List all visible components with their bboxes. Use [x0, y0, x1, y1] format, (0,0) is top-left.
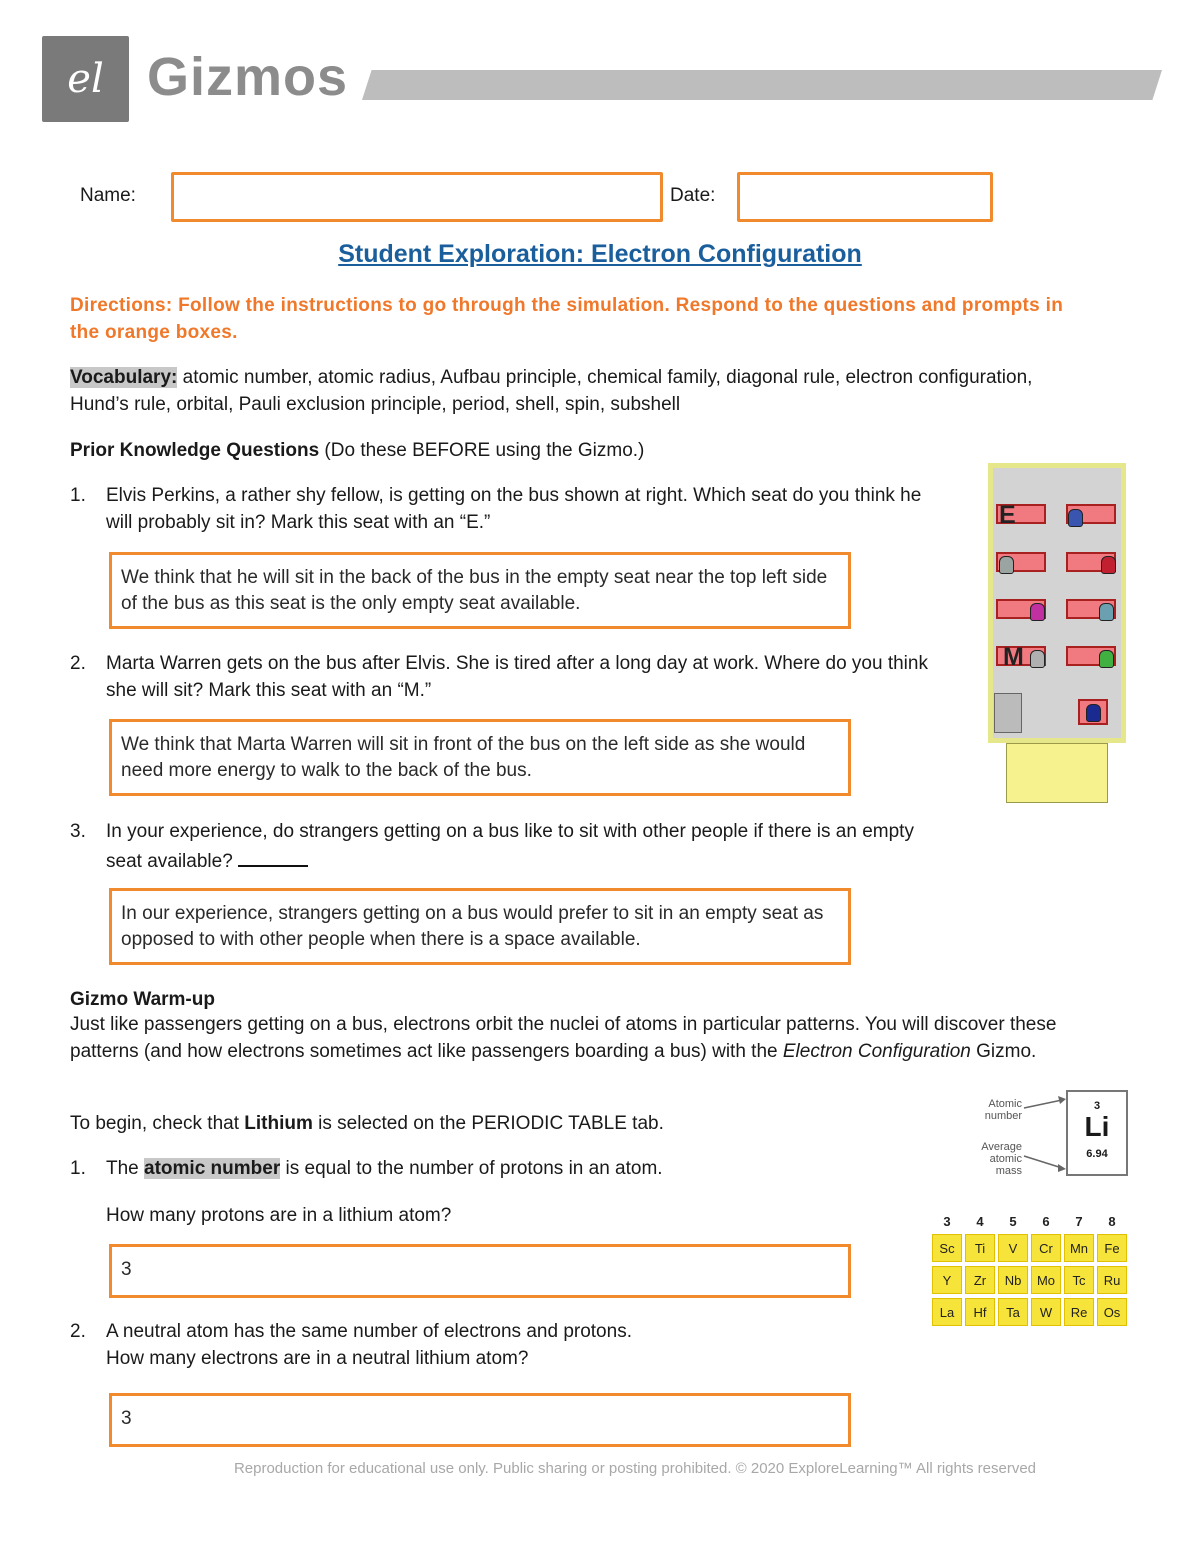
warmup-q2-sub: How many electrons are in a neutral lithium atom? [106, 1348, 529, 1369]
element-cell: Tc [1064, 1266, 1094, 1294]
passenger [1030, 603, 1045, 621]
element-symbol: Li [1084, 1111, 1110, 1142]
bus-front [1006, 743, 1108, 803]
group-label: 7 [1075, 1214, 1083, 1229]
question-text: In your experience, do strangers getting on a bus like to sit with other people if there is an empty seat available? [106, 821, 914, 872]
date-field[interactable] [737, 172, 993, 222]
element-cell: Nb [998, 1266, 1028, 1294]
warmup-question-1 [70, 1155, 950, 1182]
element-cell: Ti [965, 1234, 995, 1262]
footer-copyright: Reproduction for educational use only. Public sharing or posting prohibited. © 2020 ExploreLearning™ All rights reserved [233, 1460, 1037, 1477]
seat-mark-e: E [999, 501, 1016, 529]
element-cell: Fe [1097, 1234, 1127, 1262]
highlight-term: atomic number [144, 1158, 281, 1179]
warmup-intro [70, 1011, 1120, 1065]
date-label: Date: [670, 185, 716, 206]
question-text: The [106, 1158, 145, 1179]
element-cell: Cr [1031, 1234, 1061, 1262]
question-3 [70, 818, 950, 875]
explorelearning-logo [42, 36, 129, 122]
page-title: Student Exploration: Electron Configuration [338, 240, 862, 268]
vocabulary-text: atomic number, atomic radius, Aufbau principle, chemical family, diagonal rule, electron configuration, Hund’s rule, orbital, Pauli exclusion principle, period, shell, spin, subshell [70, 367, 1033, 415]
begin-text-end: is selected on the PERIODIC TABLE tab. [312, 1113, 664, 1134]
vocabulary [70, 364, 1070, 418]
element-cell: Sc [932, 1234, 962, 1262]
question-text: Elvis Perkins, a rather shy fellow, is getting on the bus shown at right. Which seat do you think he will probably sit in? Mark this seat with an “E.” [106, 485, 922, 533]
logo-mark: el [67, 56, 104, 102]
vocabulary-label: Vocabulary: [70, 367, 178, 388]
lithium-label: Lithium [244, 1113, 313, 1134]
passenger [999, 556, 1014, 574]
element-cell: V [998, 1234, 1028, 1262]
question-2 [70, 650, 950, 704]
group-label: 6 [1042, 1214, 1050, 1229]
begin-text: To begin, check that [70, 1113, 245, 1134]
warmup-question-2 [70, 1318, 950, 1345]
element-cell: Ru [1097, 1266, 1127, 1294]
question-number: 2. [70, 1321, 86, 1342]
element-mass: 6.94 [1086, 1148, 1108, 1160]
question-number: 3. [70, 821, 86, 842]
element-cell: Zr [965, 1266, 995, 1294]
question-number: 2. [70, 653, 86, 674]
name-label: Name: [80, 185, 136, 206]
answer-blank[interactable] [238, 845, 308, 867]
group-label: 8 [1108, 1214, 1116, 1229]
group-label: 5 [1009, 1214, 1017, 1229]
question-text-end: is equal to the number of protons in an atom. [280, 1158, 663, 1179]
brand-name: Gizmos [147, 47, 349, 107]
callout-atomic-number: Atomic number [984, 1098, 1022, 1122]
passenger [1068, 509, 1083, 527]
passenger [1099, 603, 1114, 621]
seat-mark-m: M [1003, 643, 1024, 671]
element-cell: Y [932, 1266, 962, 1294]
element-cell: W [1031, 1298, 1061, 1326]
prior-note: (Do these BEFORE using the Gizmo.) [319, 440, 645, 461]
element-cell: Hf [965, 1298, 995, 1326]
element-number: 3 [1093, 1100, 1101, 1112]
answer-box-3[interactable]: In our experience, strangers getting on a bus would prefer to sit in an empty seat as opposed to with other people when there is a space available. [109, 888, 851, 965]
answer-box-1[interactable]: We think that he will sit in the back of the bus in the empty seat near the top left side of the bus as this seat is the only empty seat available. [109, 552, 851, 629]
element-cell: Mo [1031, 1266, 1061, 1294]
element-cell: Ta [998, 1298, 1028, 1326]
answer-box-protons[interactable]: 3 [109, 1244, 851, 1298]
element-tile [1066, 1090, 1128, 1176]
warmup-intro-end: Gizmo. [970, 1041, 1037, 1062]
element-cell: Re [1064, 1298, 1094, 1326]
bus-driver [1086, 704, 1101, 722]
question-1 [70, 482, 950, 536]
bus-door [994, 693, 1022, 733]
callout-atomic-mass: Average atomic mass [981, 1141, 1022, 1177]
question-number: 1. [70, 1158, 86, 1179]
prior-knowledge-heading [70, 437, 1070, 464]
gizmo-name: Electron Configuration [782, 1041, 971, 1062]
directions: Directions: Follow the instructions to go through the simulation. Respond to the questions and prompts in the orange boxes. [70, 295, 1064, 343]
name-field[interactable] [171, 172, 663, 222]
passenger [1101, 556, 1116, 574]
warmup-intro-text: Just like passengers getting on a bus, electrons orbit the nuclei of atoms in particular patterns. You will discover these patterns (and how electrons sometimes act like passengers boarding a bus) with the [70, 1014, 1057, 1062]
warmup-q1-sub: How many protons are in a lithium atom? [106, 1205, 452, 1226]
element-cell: Os [1097, 1298, 1127, 1326]
group-label: 4 [976, 1214, 984, 1229]
warmup-heading: Gizmo Warm-up [70, 989, 215, 1010]
passenger [1099, 650, 1114, 668]
answer-box-2[interactable]: We think that Marta Warren will sit in front of the bus on the left side as she would need more energy to walk to the back of the bus. [109, 719, 851, 796]
question-text: Marta Warren gets on the bus after Elvis. She is tired after a long day at work. Where do you think she will sit? Mark this seat with an “M.” [106, 653, 928, 701]
passenger [1030, 650, 1045, 668]
callout-arrows [1022, 1094, 1068, 1174]
prior-heading: Prior Knowledge Questions [70, 440, 320, 461]
header-bar [362, 70, 1162, 100]
element-cell: La [932, 1298, 962, 1326]
element-cell: Mn [1064, 1234, 1094, 1262]
begin-instruction [70, 1110, 1070, 1137]
answer-box-electrons[interactable]: 3 [109, 1393, 851, 1447]
question-number: 1. [70, 485, 86, 506]
group-label: 3 [943, 1214, 951, 1229]
question-text: A neutral atom has the same number of electrons and protons. [106, 1321, 632, 1342]
